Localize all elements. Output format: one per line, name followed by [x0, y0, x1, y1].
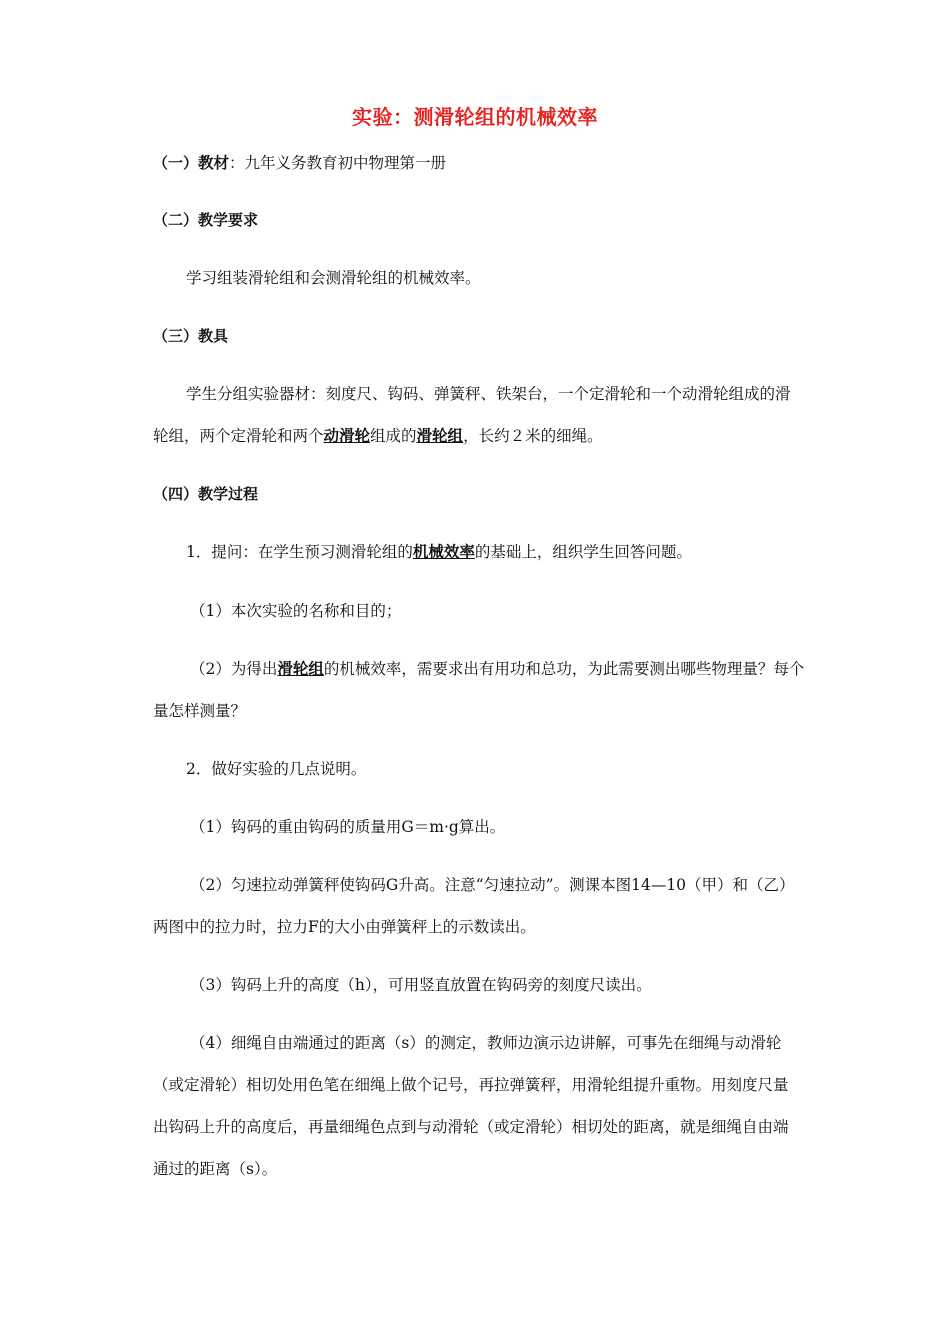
section-1-label: 教材 [198, 154, 230, 172]
section-3-text-e: ，长约２米的细绳。 [463, 427, 603, 445]
item-1-text-c: 的基础上，组织学生回答问题。 [474, 543, 692, 561]
page-title: 实验：测滑轮组的机械效率 [352, 105, 598, 129]
section-1-text: 九年义务教育初中物理第一册 [244, 154, 447, 172]
section-3-text-c: 组成的 [370, 427, 417, 445]
note-3: （3）钩码上升的高度（h），可用竖直放置在钩码旁的刻度尺读出。 [190, 976, 652, 994]
note-4-line-1: （4）细绳自由端通过的距离（s）的测定，教师边演示边讲解，可事先在细绳与动滑轮 [190, 1034, 782, 1052]
section-3-line-1: 学生分组实验器材：刻度尺、钩码、弹簧秤、铁架台，一个定滑轮和一个动滑轮组成的滑 [186, 385, 791, 403]
question-2-text-c: 的机械效率，需要求出有用功和总功，为此需要测出哪些物理量？每个 [323, 660, 805, 678]
note-4-line-4: 通过的距离（s）。 [153, 1160, 278, 1178]
term-dynamic-pulley: 动滑轮 [323, 427, 371, 445]
section-1-colon: ： [229, 154, 245, 172]
section-1 [153, 153, 446, 173]
item-1-text-a: 1．提问：在学生预习测滑轮组的 [186, 543, 413, 561]
item-1-question [186, 542, 692, 562]
question-2 [190, 659, 804, 679]
note-1: （1）钩码的重由钩码的质量用G＝m·g算出。 [190, 818, 506, 836]
section-4-heading: （四）教学过程 [153, 485, 259, 503]
section-2-heading: （二）教学要求 [153, 211, 259, 229]
term-mechanical-efficiency: 机械效率 [412, 543, 475, 561]
note-2-line-1: （2）匀速拉动弹簧秤使钩码G升高。注意“匀速拉动”。测课本图14—10（甲）和（乙） [190, 876, 795, 894]
note-2-line-2: 两图中的拉力时，拉力F的大小由弹簧秤上的示数读出。 [153, 918, 536, 936]
item-2-heading: 2．做好实验的几点说明。 [186, 760, 367, 778]
section-3-line-2 [153, 426, 603, 446]
question-2-text-a: （2）为得出 [190, 660, 278, 678]
question-1: （1）本次实验的名称和目的； [190, 602, 402, 620]
term-pulley-block-2: 滑轮组 [277, 660, 324, 678]
question-2-cont: 量怎样测量？ [153, 702, 247, 720]
note-4-line-3: 出钩码上升的高度后，再量细绳色点到与动滑轮（或定滑轮）相切处的距离，就是细绳自由端 [153, 1118, 789, 1136]
section-3-heading: （三）教具 [153, 327, 229, 345]
section-3-text-a: 轮组，两个定滑轮和两个 [153, 427, 324, 445]
note-4-line-2: （或定滑轮）相切处用色笔在细绳上做个记号，再拉弹簧秤，用滑轮组提升重物。用刻度尺量 [153, 1076, 789, 1094]
section-1-number: （一） [153, 154, 199, 172]
term-pulley-block: 滑轮组 [416, 427, 464, 445]
section-2-body: 学习组装滑轮组和会测滑轮组的机械效率。 [186, 269, 481, 287]
